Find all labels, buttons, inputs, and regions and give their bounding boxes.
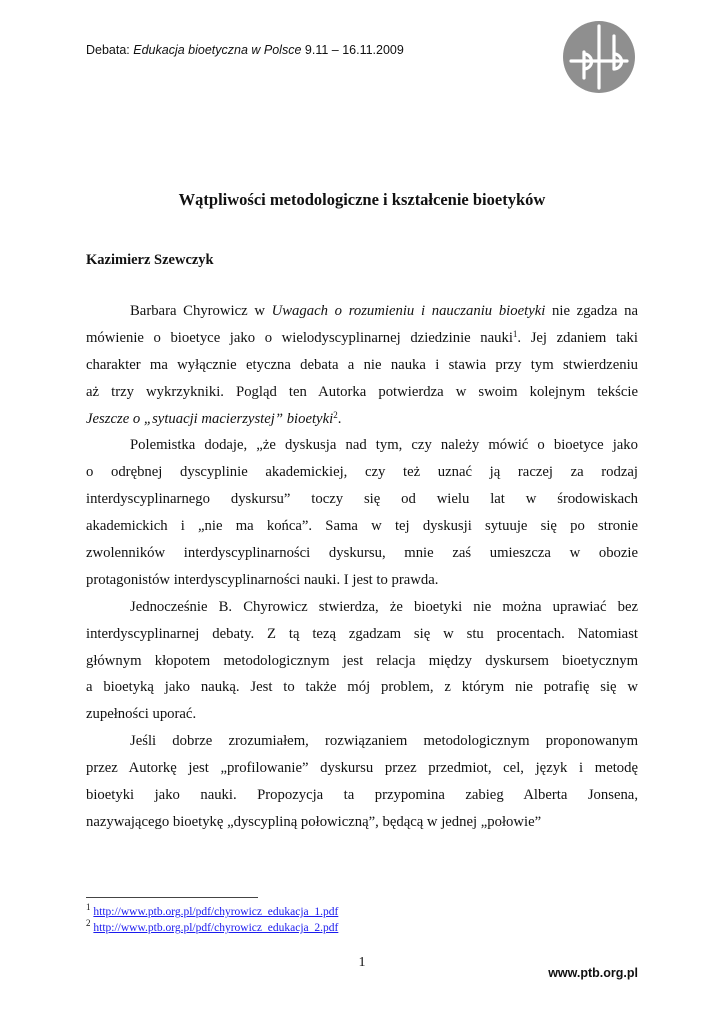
- footnote-ref[interactable]: 2: [333, 409, 338, 420]
- text-line: mówienie o bioetyce jako o wielodyscyplinarnej dziedzinie nauki$^1$. Jej zdaniem taki: [86, 328, 638, 346]
- footnote-2: [86, 918, 339, 934]
- text-line: głównym kłopotem metodologicznym jest relacja między dyskursem bioetycznym: [86, 652, 638, 669]
- paragraph: [86, 432, 638, 593]
- footnote-ref[interactable]: 1: [512, 328, 518, 339]
- running-header: [86, 43, 404, 57]
- text-line: protagonistów interdyscyplinarności nauki. I jest to prawda.: [86, 571, 439, 588]
- text-line: interdyscyplinarnego dyskursu” toczy się od wielu lat w środowiskach: [86, 491, 638, 508]
- text-line: bioetyki jako nauki. Propozycja ta przypomina zabieg Alberta Jonsena,: [86, 787, 638, 804]
- paragraph: [86, 594, 638, 728]
- text-line: Barbara Chyrowicz w Uwagach o rozumieniu i nauczaniu bioetyki nie zgadza na: [130, 303, 639, 319]
- text-line: zwolenników interdyscyplinarności dyskursu, mnie zaś umieszcza w obozie: [86, 545, 638, 562]
- text-line: charakter ma wyłącznie etyczna debata a nie nauka i stawia przy tym stwierdzeniu: [86, 356, 638, 373]
- footnote-number: 1: [86, 902, 91, 912]
- italic-title: Uwagach o rozumieniu i nauczaniu bioetyki: [271, 303, 546, 319]
- footnote-number: 2: [86, 918, 91, 928]
- text-line: przez Autorkę jest „profilowanie” dyskursu przez przedmiot, cel, język i metodę: [86, 760, 638, 777]
- text-line: Jeszcze o „sytuacji macierzystej” bioetyki$^2$.: [86, 409, 342, 427]
- header-prefix: Debata:: [86, 43, 134, 57]
- text-line: akademickich i „nie ma końca”. Sama w tej dyskusji sytuuje się po stronie: [86, 518, 638, 535]
- page-number: 1: [358, 955, 366, 970]
- footnote-divider: [86, 897, 258, 898]
- author-name: Kazimierz Szewczyk: [86, 252, 214, 268]
- footnote-1: [86, 902, 339, 918]
- text-line: aż trzy wykrzykniki. Pogląd ten Autorka potwierdza w swoim kolejnym tekście: [86, 383, 638, 400]
- text-line: Jednocześnie B. Chyrowicz stwierdza, że bioetyki nie można uprawiać bez: [130, 598, 638, 615]
- text-line: Jeśli dobrze zrozumiałem, rozwiązaniem metodologicznym proponowanym: [130, 733, 638, 750]
- text-line: Polemistka dodaje, „że dyskusja nad tym, czy należy mówić o bioetyce jako: [130, 437, 638, 454]
- document-title: Wątpliwości metodologiczne i kształcenie bioetyków: [178, 190, 546, 209]
- paragraph: [86, 298, 638, 432]
- ptb-logo-icon: [562, 20, 636, 94]
- text-line: a bioetyką jako nauką. Jest to także mój problem, z którym nie potrafię się w: [86, 679, 638, 696]
- header-dates: 9.11 – 16.11.2009: [301, 43, 404, 57]
- footer-url: www.ptb.org.pl: [548, 966, 638, 980]
- body-text: [86, 298, 638, 836]
- text-line: zupełności uporać.: [86, 706, 197, 723]
- text-line: interdyscyplinarnej debaty. Z tą tezą zgadzam się w stu procentach. Natomiast: [86, 625, 638, 642]
- footnote-link[interactable]: http://www.ptb.org.pl/pdf/chyrowicz_edukacja_2.pdf: [93, 922, 339, 934]
- header-event-name: Edukacja bioetyczna w Polsce: [133, 43, 302, 57]
- italic-title: Jeszcze o „sytuacji macierzystej” bioetyki: [86, 410, 334, 427]
- paragraph: [86, 728, 638, 836]
- text-line: nazywającego bioetykę „dyscypliną połowiczną”, będącą w jednej „połowie”: [86, 813, 542, 830]
- text-line: o odrębnej dyscyplinie akademickiej, czy też uznać ją raczej za rodzaj: [86, 464, 638, 481]
- footnote-link[interactable]: http://www.ptb.org.pl/pdf/chyrowicz_edukacja_1.pdf: [93, 906, 339, 918]
